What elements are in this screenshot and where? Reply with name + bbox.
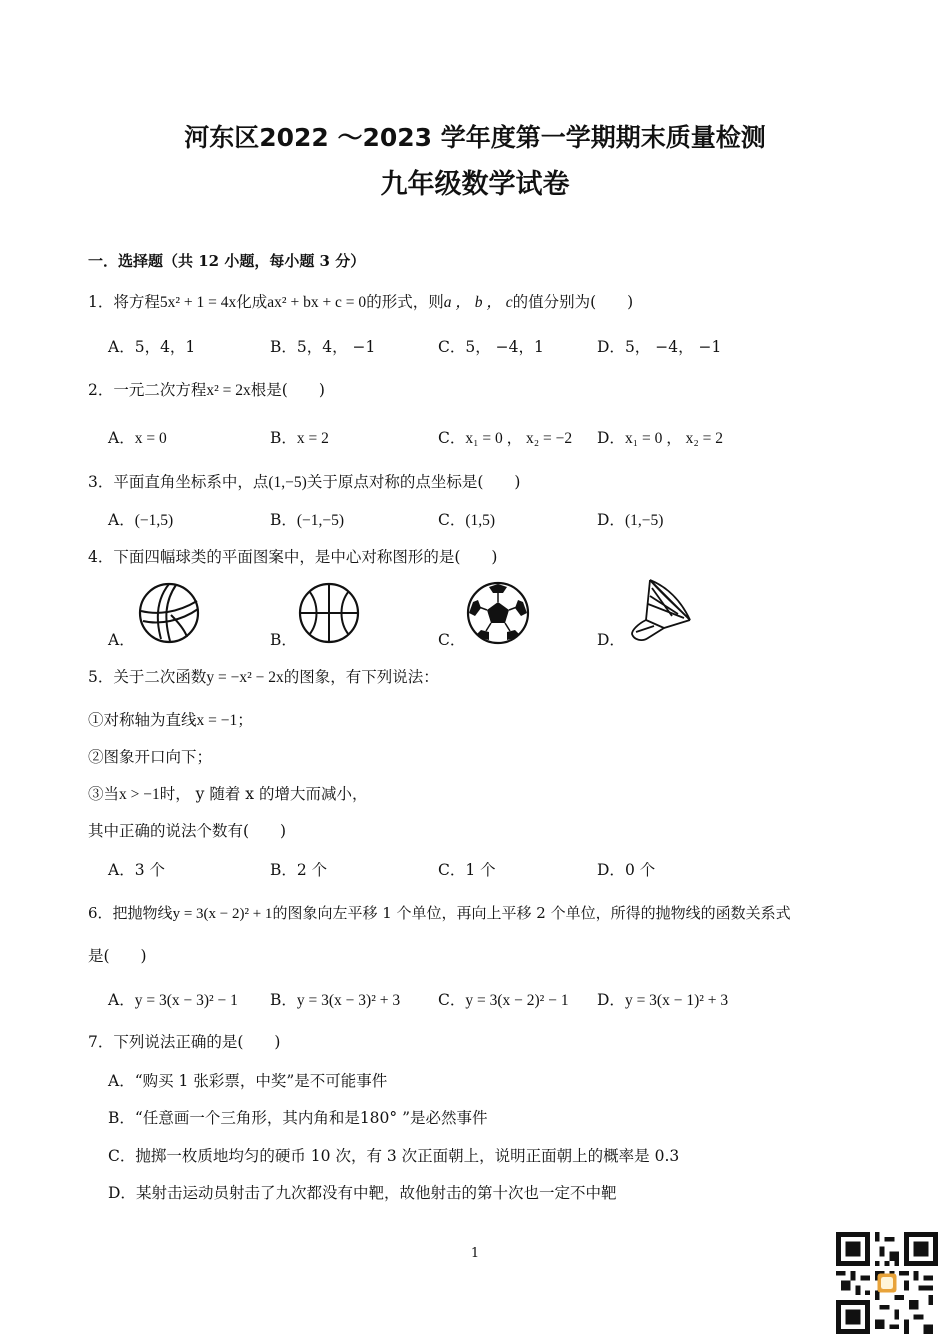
question-6 — [88, 902, 791, 925]
option-letter: A． — [108, 991, 135, 1009]
option-letter: A． — [108, 338, 135, 356]
exam-subtitle: 九年级数学试卷 — [380, 169, 570, 200]
question-number: 7． — [88, 1033, 114, 1051]
option-a — [108, 336, 195, 358]
page-number: 1 — [470, 1246, 480, 1261]
question-number: 4． — [88, 548, 114, 566]
section-heading: 一．选择题（共 12 小题，每小题 3 分） — [88, 252, 366, 270]
question-number: 3． — [88, 473, 114, 491]
option-content: y = 3(x − 2)² − 1 — [465, 992, 569, 1009]
option-a — [108, 989, 238, 1012]
question-text: 平面直角坐标系中，点 — [113, 473, 269, 491]
statement-text: 时， y 随着 x 的增大而减小， — [159, 785, 368, 803]
option-letter: D． — [597, 511, 625, 529]
equation: x > −1 — [119, 786, 160, 803]
option-letter: B． — [270, 861, 297, 879]
question-2 — [88, 379, 325, 402]
option-b — [270, 427, 329, 450]
option-content: 2 个 — [296, 861, 328, 879]
option-content: x = 2 — [296, 430, 329, 447]
option-c — [438, 859, 496, 881]
option-letter: A． — [108, 511, 135, 529]
option-a — [108, 427, 167, 450]
question-4 — [88, 546, 497, 568]
statement-1 — [88, 709, 253, 732]
option-content: 0 个 — [624, 861, 656, 879]
option-d — [597, 859, 655, 881]
option-letter: A． — [108, 861, 135, 879]
option-content: 3 个 — [134, 861, 165, 879]
question-5 — [88, 666, 439, 689]
option-b — [270, 629, 297, 651]
option-content: 5， −4，1 — [465, 338, 544, 356]
question-1 — [88, 291, 633, 314]
option-content: (1,−5) — [624, 512, 664, 529]
option-d — [597, 629, 625, 651]
question-text: 下列说法正确的是( ) — [113, 1033, 281, 1051]
question-text: 的形式，则 — [366, 293, 444, 311]
question-text: 下面四幅球类的平面图案中，是中心对称图形的是( ) — [113, 548, 498, 566]
option-letter: C． — [438, 511, 466, 529]
equation: ax² + bx + c = 0 — [267, 294, 367, 311]
question-number: 2． — [88, 381, 114, 399]
question-text: 的图象向左平移 1 个单位，再向上平移 2 个单位，所得的抛物线的函数关系式 — [272, 904, 791, 922]
statement-2 — [88, 746, 212, 768]
option-letter: C． — [438, 338, 466, 356]
option-letter: B． — [108, 1109, 135, 1127]
option-d — [597, 989, 728, 1012]
option-c — [438, 427, 572, 450]
option-b — [270, 989, 400, 1012]
option-letter: A． — [108, 631, 135, 649]
basketball-figure — [297, 581, 361, 645]
option-letter: D． — [108, 1184, 136, 1202]
option-content: x = 0 — [134, 430, 167, 447]
option-content: y = 3(x − 3)² − 1 — [134, 992, 238, 1009]
option-c — [438, 509, 495, 532]
equation: (1,−5) — [268, 474, 307, 491]
equation: x = −1 — [196, 712, 238, 729]
option-letter: B． — [270, 991, 297, 1009]
option-a — [108, 509, 173, 532]
option-content: x₁ = 0 ， x₂ = −2 — [465, 430, 573, 447]
option-d — [597, 509, 663, 532]
qr-code-icon — [836, 1232, 938, 1334]
option-c — [108, 1145, 679, 1167]
option-letter: C． — [438, 991, 466, 1009]
statement-text: ③当 — [88, 785, 120, 803]
option-letter: C． — [438, 429, 466, 447]
option-a — [108, 859, 165, 881]
question-6-cont: 是( ) — [88, 947, 147, 965]
option-c — [438, 336, 544, 358]
option-content: (−1,5) — [134, 512, 174, 529]
statement-text: ②图象开口向下； — [88, 748, 213, 766]
question-text: 根是( ) — [250, 381, 325, 399]
option-d — [108, 1182, 616, 1204]
option-content: y = 3(x − 3)² + 3 — [296, 992, 401, 1009]
question-text: 的图象，有下列说法： — [283, 668, 439, 686]
option-letter: D． — [597, 861, 625, 879]
equation: a ， b ， c — [443, 294, 513, 311]
option-letter: D． — [597, 991, 625, 1009]
option-d — [597, 427, 723, 450]
question-3 — [88, 471, 520, 494]
exam-title: 河东区2022 ～2023 学年度第一学期期末质量检测 — [184, 123, 766, 152]
equation: 5x² + 1 = 4x — [159, 294, 237, 311]
option-letter: C． — [438, 631, 466, 649]
statement-3 — [88, 783, 367, 806]
equation: x² = 2x — [206, 382, 251, 399]
option-content: 1 个 — [465, 861, 496, 879]
option-letter: B． — [270, 511, 297, 529]
option-b — [270, 336, 375, 358]
question-text: 关于二次函数 — [113, 668, 207, 686]
option-c — [438, 629, 465, 651]
option-a — [108, 1070, 387, 1092]
option-content: 5， −4， −1 — [624, 338, 722, 356]
option-letter: A． — [108, 1072, 135, 1090]
option-letter: A． — [108, 429, 135, 447]
option-content: (1,5) — [465, 512, 496, 529]
option-content: y = 3(x − 1)² + 3 — [624, 992, 729, 1009]
option-letter: C． — [108, 1147, 136, 1165]
option-letter: B． — [270, 429, 297, 447]
option-content: (−1,−5) — [296, 512, 345, 529]
option-content: x₁ = 0 ， x₂ = 2 — [624, 430, 723, 447]
volleyball-figure — [137, 581, 201, 645]
shuttlecock-figure — [624, 576, 694, 646]
option-content: 抛掷一枚质地均匀的硬币 10 次，有 3 次正面朝上，说明正面朝上的概率是 0.3 — [135, 1147, 680, 1165]
option-a — [108, 629, 135, 651]
equation: y = −x² − 2x — [206, 669, 284, 686]
question-number: 6． — [88, 904, 113, 922]
question-number: 5． — [88, 668, 114, 686]
option-d — [597, 336, 721, 358]
question-7 — [88, 1031, 280, 1053]
option-letter: D． — [597, 338, 625, 356]
option-c — [438, 989, 569, 1012]
option-content: “购买 1 张彩票，中奖”是不可能事件 — [134, 1072, 388, 1090]
option-letter: B． — [270, 631, 297, 649]
question-number: 1． — [88, 293, 114, 311]
question-text: 化成 — [236, 293, 268, 311]
option-letter: C． — [438, 861, 466, 879]
statement-text: ①对称轴为直线 — [88, 711, 197, 729]
statement-text: ； — [237, 711, 253, 729]
option-content: 某射击运动员射击了九次都没有中靶，故他射击的第十次也一定不中靶 — [135, 1184, 617, 1202]
question-text: 将方程 — [113, 293, 160, 311]
question-text: 关于原点对称的点坐标是( ) — [306, 473, 521, 491]
option-letter: D． — [597, 631, 625, 649]
option-b — [270, 509, 344, 532]
option-letter: D． — [597, 429, 625, 447]
option-b — [108, 1107, 488, 1129]
question-5-prompt: 其中正确的说法个数有( ) — [88, 822, 287, 840]
question-text: 的值分别为( ) — [512, 293, 634, 311]
option-content: 5，4， −1 — [296, 338, 376, 356]
question-text: 把抛物线 — [112, 904, 173, 922]
option-b — [270, 859, 327, 881]
option-letter: B． — [270, 338, 297, 356]
option-content: “任意画一个三角形，其内角和是180° ”是必然事件 — [134, 1109, 488, 1127]
question-text: 一元二次方程 — [113, 381, 207, 399]
equation: y = 3(x − 2)² + 1 — [172, 906, 273, 922]
option-content: 5，4，1 — [134, 338, 196, 356]
soccer-ball-figure — [465, 580, 531, 646]
